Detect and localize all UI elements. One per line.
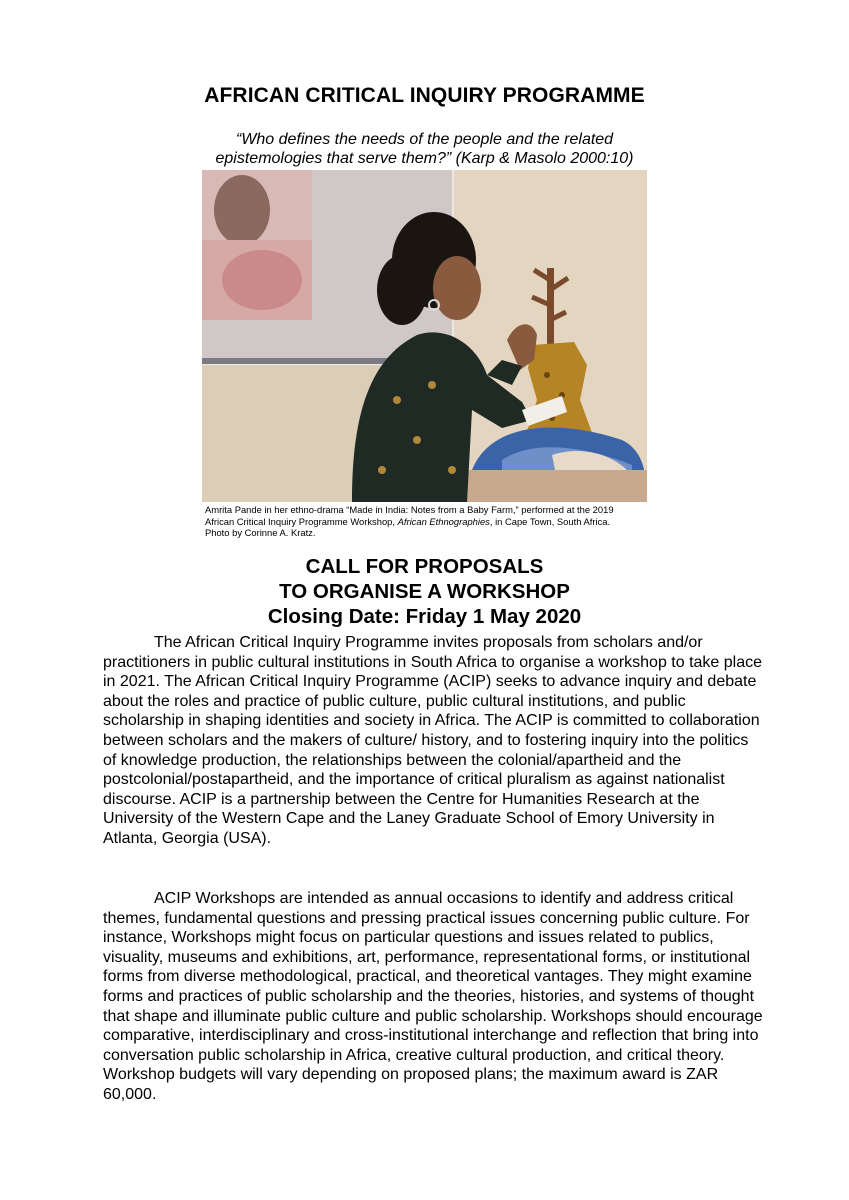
- closing-date: Closing Date: Friday 1 May 2020: [267, 605, 582, 628]
- cfp-line-2: TO ORGANISE A WORKSHOP: [279, 580, 570, 603]
- quote-line-2: epistemologies that serve them?” (Karp & Masolo 2000:10): [215, 150, 634, 167]
- caption-line-2: [205, 516, 655, 528]
- caption-line-1: Amrita Pande in her ethno-drama “Made in India: Notes from a Baby Farm,” performed at the 2019: [205, 504, 614, 515]
- caption-line-2-end: , in Cape Town, South Africa.: [489, 515, 611, 527]
- body-paragraph-2: [103, 889, 763, 1105]
- caption-workshop-title: African Ethnographies: [397, 515, 490, 527]
- caption-line-2-start: African Critical Inquiry Programme Workshop,: [205, 515, 398, 527]
- body-paragraph-1: [103, 633, 763, 849]
- epigraph-quote: [150, 130, 699, 168]
- cfp-line-1: CALL FOR PROPOSALS: [305, 555, 544, 578]
- caption-line-3: Photo by Corinne A. Kratz.: [205, 527, 316, 539]
- workshop-photo: [202, 170, 647, 502]
- photo-caption: [205, 504, 655, 539]
- call-for-proposals-heading: [0, 554, 849, 629]
- page-title: AFRICAN CRITICAL INQUIRY PROGRAMME: [204, 84, 645, 107]
- paragraph-2-text: ACIP Workshops are intended as annual occasions to identify and address critical themes, fundamental questions and pressing practical issues concerning public culture. For instance, Workshops might focus on particular questions and issues related to publics, visuality, museums and exhibitions, art, performance, representational forms, or institutional forms from diverse methodological, practical, and theoretical vantages. They might examine forms and practices of public scholarship and the theories, histories, and systems of thought that shape and illuminate public culture and public scholarship. Workshops should encourage comparative, interdisciplinary and cross-institutional interchange and reflection that bring into conversation public scholarship in Africa, creative cultural production, and critical theory. Workshop budgets will vary depending on proposed plans; the maximum award is ZAR 60,000.: [103, 890, 763, 1103]
- quote-line-1: “Who defines the needs of the people and the related: [235, 131, 614, 148]
- paragraph-1-text: The African Critical Inquiry Programme invites proposals from scholars and/or practitioners in public cultural institutions in South Africa to organise a workshop to take place in 2021. The African Critical Inquiry Programme (ACIP) seeks to advance inquiry and debate about the roles and practice of public culture, public cultural institutions, and public scholarship in shaping identities and society in Africa. The ACIP is committed to collaboration between scholars and the makers of culture/ history, and to fostering inquiry into the politics of knowledge production, the relationships between the colonial/apartheid and the postcolonial/postapartheid, and the importance of critical pluralism as against nationalist discourse. ACIP is a partnership between the Centre for Humanities Research at the University of the Western Cape and the Laney Graduate School of Emory University in Atlanta, Georgia (USA).: [103, 634, 763, 847]
